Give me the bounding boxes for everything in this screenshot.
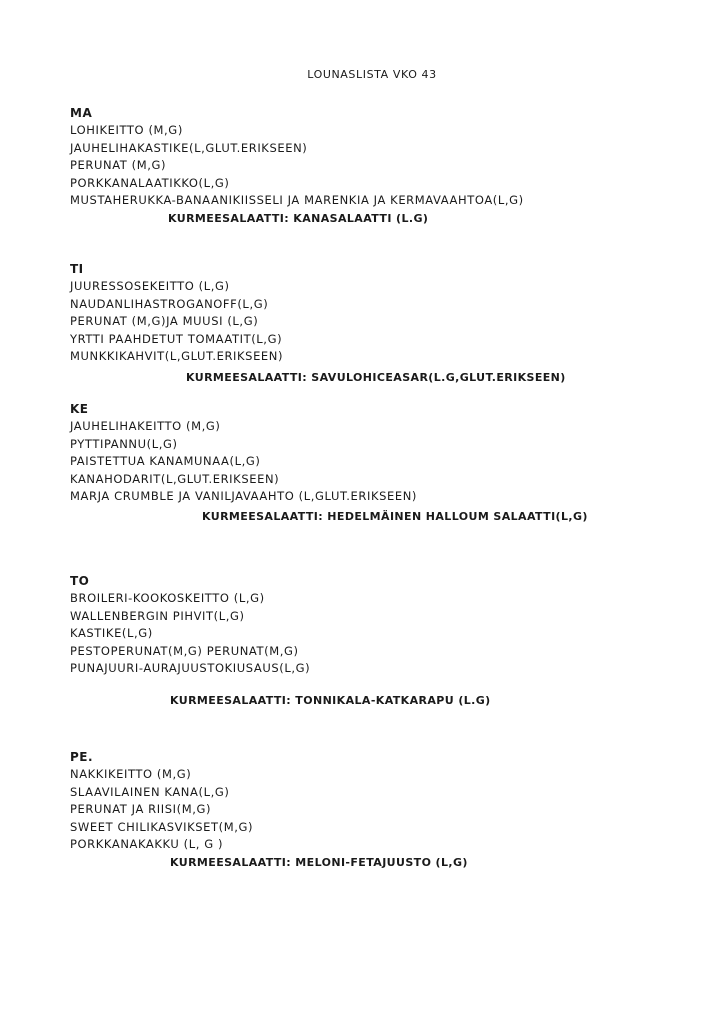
day-label: KE [70, 402, 89, 416]
day-section-ke [70, 400, 690, 526]
menu-item: KASTIKE(L,G) [70, 626, 153, 640]
menu-item: PERUNAT (M,G)JA MUUSI (L,G) [70, 314, 259, 328]
salad-of-the-day: KURMEESALAATTI: HEDELMÄINEN HALLOUM SALAATTI(L,G) [202, 509, 588, 523]
salad-of-the-day: KURMEESALAATTI: SAVULOHICEASAR(L.G,GLUT.ERIKSEEN) [186, 370, 566, 384]
menu-item: PORKKANALAATIKKO(L,G) [70, 175, 230, 190]
day-section-to [70, 572, 690, 710]
menu-item: NAKKIKEITTO (M,G) [70, 767, 192, 781]
day-section-pe [70, 748, 690, 872]
menu-item: SWEET CHILIKASVIKSET(M,G) [70, 819, 254, 834]
menu-item: YRTTI PAAHDETUT TOMAATIT(L,G) [70, 331, 283, 346]
menu-item: PORKKANAKAKKU (L, G ) [70, 837, 224, 851]
document-title: LOUNASLISTA VKO 43 [307, 68, 437, 81]
menu-item: SLAAVILAINEN KANA(L,G) [70, 784, 230, 799]
menu-item: JAUHELIHAKEITTO (M,G) [70, 419, 221, 433]
menu-item: KANAHODARIT(L,GLUT.ERIKSEEN) [70, 471, 280, 486]
menu-item: JUURESSOSEKEITTO (L,G) [70, 279, 230, 293]
menu-item: MARJA CRUMBLE JA VANILJAVAAHTO (L,GLUT.ERIKSEEN) [70, 489, 418, 503]
day-label: PE. [70, 750, 94, 764]
menu-item: PAISTETTUA KANAMUNAA(L,G) [70, 454, 261, 468]
salad-of-the-day: KURMEESALAATTI: MELONI-FETAJUUSTO (L,G) [170, 855, 468, 869]
day-section-ma [70, 104, 690, 228]
day-label: MA [70, 106, 93, 120]
day-label: TI [70, 262, 84, 276]
menu-item: LOHIKEITTO (M,G) [70, 123, 183, 137]
menu-item: BROILERI-KOOKOSKEITTO (L,G) [70, 591, 265, 605]
menu-item: PERUNAT (M,G) [70, 158, 167, 172]
menu-item: JAUHELIHAKASTIKE(L,GLUT.ERIKSEEN) [70, 140, 308, 155]
salad-of-the-day: KURMEESALAATTI: KANASALAATTI (L.G) [168, 211, 429, 225]
day-section-ti [70, 260, 690, 387]
menu-item: PERUNAT JA RIISI(M,G) [70, 802, 212, 816]
menu-item: PUNAJUURI-AURAJUUSTOKIUSAUS(L,G) [70, 661, 311, 675]
salad-of-the-day: KURMEESALAATTI: TONNIKALA-KATKARAPU (L.G) [170, 693, 491, 707]
menu-item: PESTOPERUNAT(M,G) PERUNAT(M,G) [70, 643, 299, 658]
menu-item: PYTTIPANNU(L,G) [70, 436, 178, 451]
menu-item: MUNKKIKAHVIT(L,GLUT.ERIKSEEN) [70, 349, 284, 363]
menu-item: MUSTAHERUKKA-BANAANIKIISSELI JA MARENKIA JA KERMAVAAHTOA(L,G) [70, 193, 524, 207]
menu-item: WALLENBERGIN PIHVIT(L,G) [70, 608, 245, 623]
day-label: TO [70, 574, 90, 588]
menu-item: NAUDANLIHASTROGANOFF(L,G) [70, 296, 269, 311]
